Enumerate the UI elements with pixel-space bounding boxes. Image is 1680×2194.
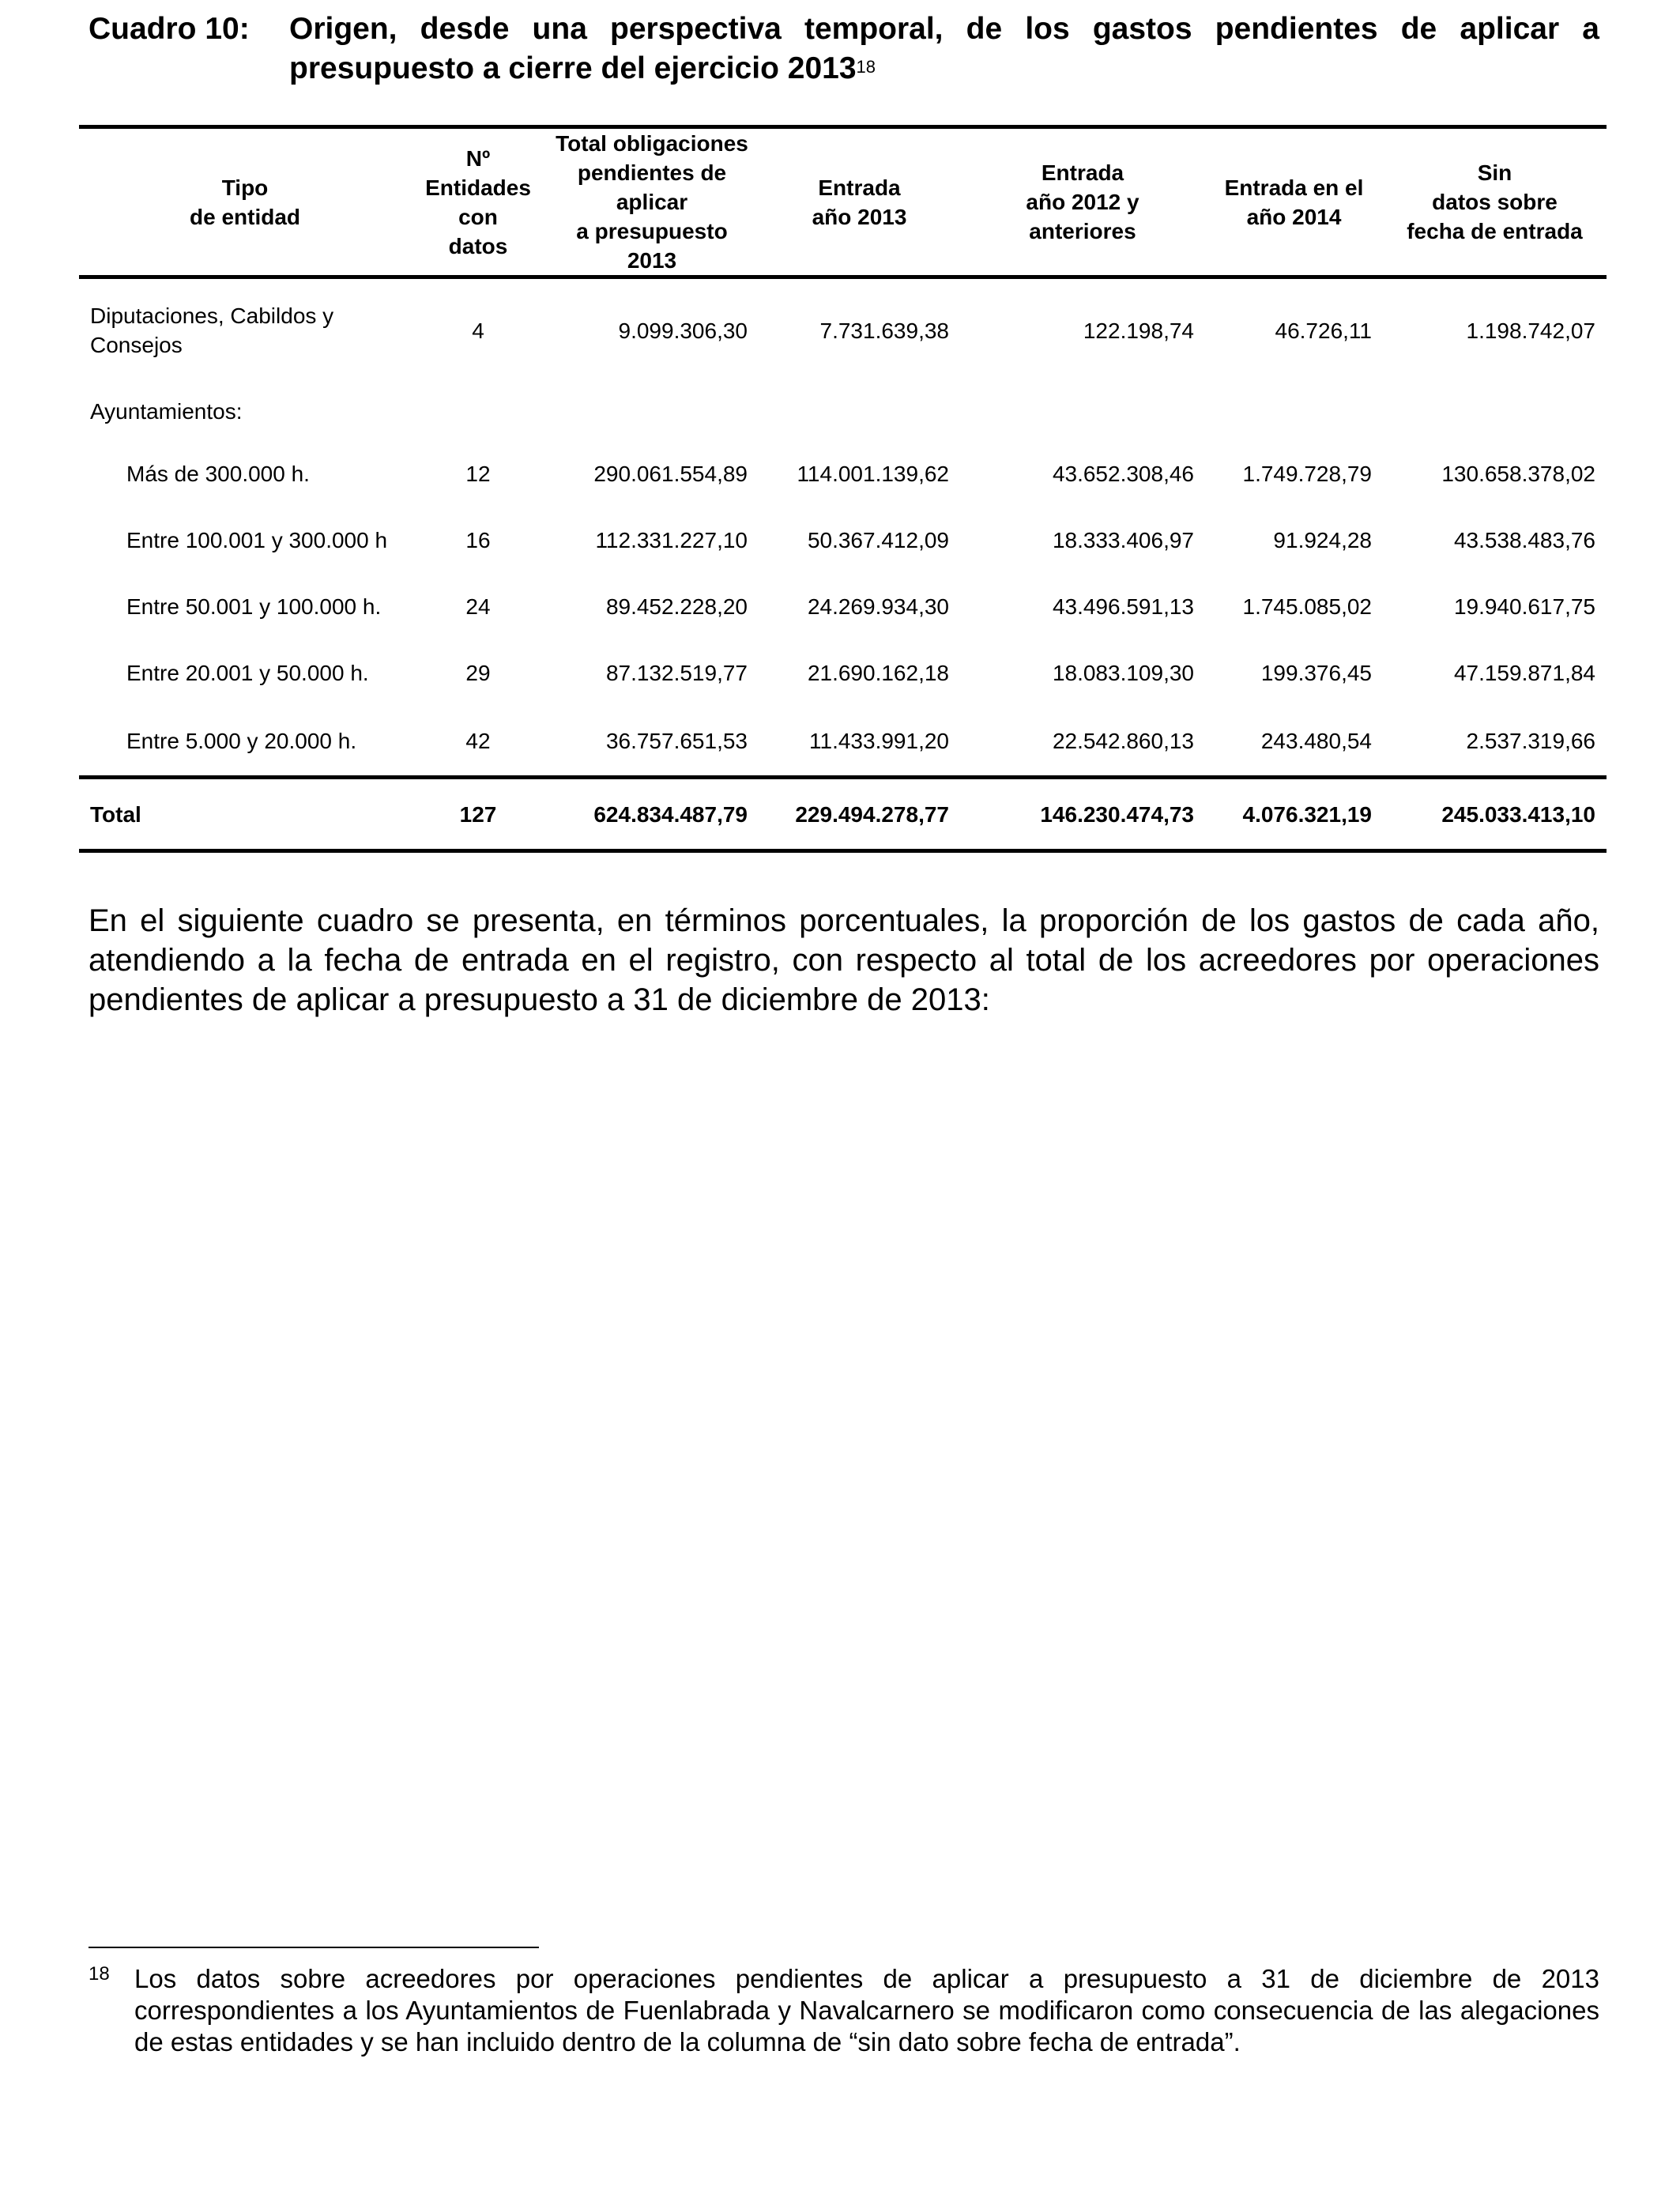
- table-caption: [89, 9, 1599, 89]
- cell-entrada-2013: 11.433.991,20: [809, 728, 949, 753]
- cell-entrada-2014: 243.480,54: [1260, 728, 1372, 753]
- row-name: Entre 20.001 y 50.000 h.: [126, 660, 369, 685]
- total-total: 624.834.487,79: [545, 778, 759, 851]
- table-row: [79, 507, 1607, 573]
- cell-sin-datos: 43.538.483,76: [1453, 527, 1595, 552]
- cell-entrada-2014: 46.726,11: [1275, 318, 1372, 343]
- cell-entrada-2013: 21.690.162,18: [807, 660, 949, 685]
- cell-total: 9.099.306,30: [618, 318, 748, 343]
- footnote-separator: [89, 1947, 539, 1948]
- cell-num-entidades: 16: [465, 527, 491, 552]
- table-row: [79, 382, 1607, 440]
- cell-total: 112.331.227,10: [595, 527, 748, 552]
- cell-total: 290.061.554,89: [593, 461, 748, 486]
- cell-entrada-2012: 18.333.406,97: [1052, 527, 1194, 552]
- cell-total: 36.757.651,53: [605, 728, 748, 753]
- cell-entrada-2012: 22.542.860,13: [1052, 728, 1194, 753]
- header-total-obligaciones: Total obligaciones pendientes de aplicar a presupuesto 2013: [545, 127, 759, 277]
- table-row: [79, 706, 1607, 778]
- header-entrada-2014: Entrada en el año 2014: [1205, 127, 1383, 277]
- cell-entrada-2013: 7.731.639,38: [819, 318, 949, 343]
- cell-entrada-2012: 43.652.308,46: [1052, 461, 1194, 486]
- cell-sin-datos: 130.658.378,02: [1441, 461, 1595, 486]
- cell-sin-datos: 2.537.319,66: [1466, 728, 1595, 753]
- footnote-number: 18: [89, 1963, 110, 1985]
- total-sin-datos: 245.033.413,10: [1383, 778, 1607, 851]
- cell-entrada-2014: 199.376,45: [1260, 660, 1372, 685]
- caption-text: [289, 9, 1599, 89]
- caption-title: Origen, desde una perspectiva temporal, de los gastos pendientes de aplicar a presupuesto a cierre del ejercicio 2013: [289, 12, 1599, 85]
- cell-sin-datos: 1.198.742,07: [1466, 318, 1595, 343]
- footnote-reference[interactable]: 18: [856, 57, 876, 77]
- obligations-table: [79, 125, 1607, 853]
- cell-num-entidades: 4: [472, 318, 484, 343]
- cell-num-entidades: 29: [465, 660, 491, 685]
- cell-total: 87.132.519,77: [605, 660, 748, 685]
- header-sin-datos: Sin datos sobre fecha de entrada: [1383, 127, 1607, 277]
- cell-entrada-2014: 1.749.728,79: [1242, 461, 1372, 486]
- row-name: Diputaciones, Cabildos y Consejos: [90, 303, 334, 357]
- table-row: [79, 573, 1607, 639]
- cell-entrada-2012: 122.198,74: [1083, 318, 1194, 343]
- table-row: [79, 277, 1607, 383]
- caption-label: Cuadro 10:: [89, 12, 250, 46]
- row-group-label: Ayuntamientos:: [90, 398, 243, 424]
- row-name: Entre 50.001 y 100.000 h.: [126, 594, 382, 619]
- header-num-entidades: Nº Entidades con datos: [411, 127, 545, 277]
- table-row: [79, 639, 1607, 706]
- footnote-text: Los datos sobre acreedores por operaciones pendientes de aplicar a presupuesto a 31 de diciembre de 2013 correspondientes a los Ayuntamientos de Fuenlabrada y Navalcarnero se modificaron como consecuencia de las alegaciones de estas entidades y se han incluido dentro de la columna de “sin dato sobre fecha de entrada”.: [134, 1964, 1599, 2056]
- cell-sin-datos: 47.159.871,84: [1453, 660, 1595, 685]
- cell-entrada-2014: 91.924,28: [1273, 527, 1372, 552]
- cell-entrada-2013: 50.367.412,09: [807, 527, 949, 552]
- cell-entrada-2014: 1.745.085,02: [1242, 594, 1372, 619]
- cell-num-entidades: 12: [465, 461, 491, 486]
- header-entrada-2013: Entrada año 2013: [759, 127, 960, 277]
- row-name: Entre 5.000 y 20.000 h.: [126, 728, 357, 753]
- cell-entrada-2012: 43.496.591,13: [1052, 594, 1194, 619]
- cell-sin-datos: 19.940.617,75: [1453, 594, 1595, 619]
- cell-num-entidades: 42: [465, 728, 491, 753]
- cell-entrada-2012: 18.083.109,30: [1052, 660, 1194, 685]
- total-entrada-2014: 4.076.321,19: [1205, 778, 1383, 851]
- cell-entrada-2013: 24.269.934,30: [807, 594, 949, 619]
- total-entrada-2013: 229.494.278,77: [759, 778, 960, 851]
- cell-total: 89.452.228,20: [605, 594, 748, 619]
- header-tipo-entidad: Tipo de entidad: [79, 127, 411, 277]
- table-total-row: [79, 778, 1607, 851]
- row-name: Entre 100.001 y 300.000 h: [126, 527, 388, 552]
- footnote: [89, 1963, 1599, 2058]
- cell-num-entidades: 24: [465, 594, 491, 619]
- row-name: Más de 300.000 h.: [126, 461, 310, 486]
- table-row: [79, 440, 1607, 507]
- total-num-entidades: 127: [411, 778, 545, 851]
- cell-entrada-2013: 114.001.139,62: [797, 461, 949, 486]
- total-entrada-2012: 146.230.474,73: [960, 778, 1205, 851]
- table-header-row: [79, 127, 1607, 277]
- total-label: Total: [79, 778, 411, 851]
- header-entrada-2012: Entrada año 2012 y anteriores: [960, 127, 1205, 277]
- body-paragraph: En el siguiente cuadro se presenta, en términos porcentuales, la proporción de los gastos de cada año, atendiendo a la fecha de entrada en el registro, con respecto al total de los acreedores por operaciones pendientes de aplicar a presupuesto a 31 de diciembre de 2013:: [89, 903, 1599, 1017]
